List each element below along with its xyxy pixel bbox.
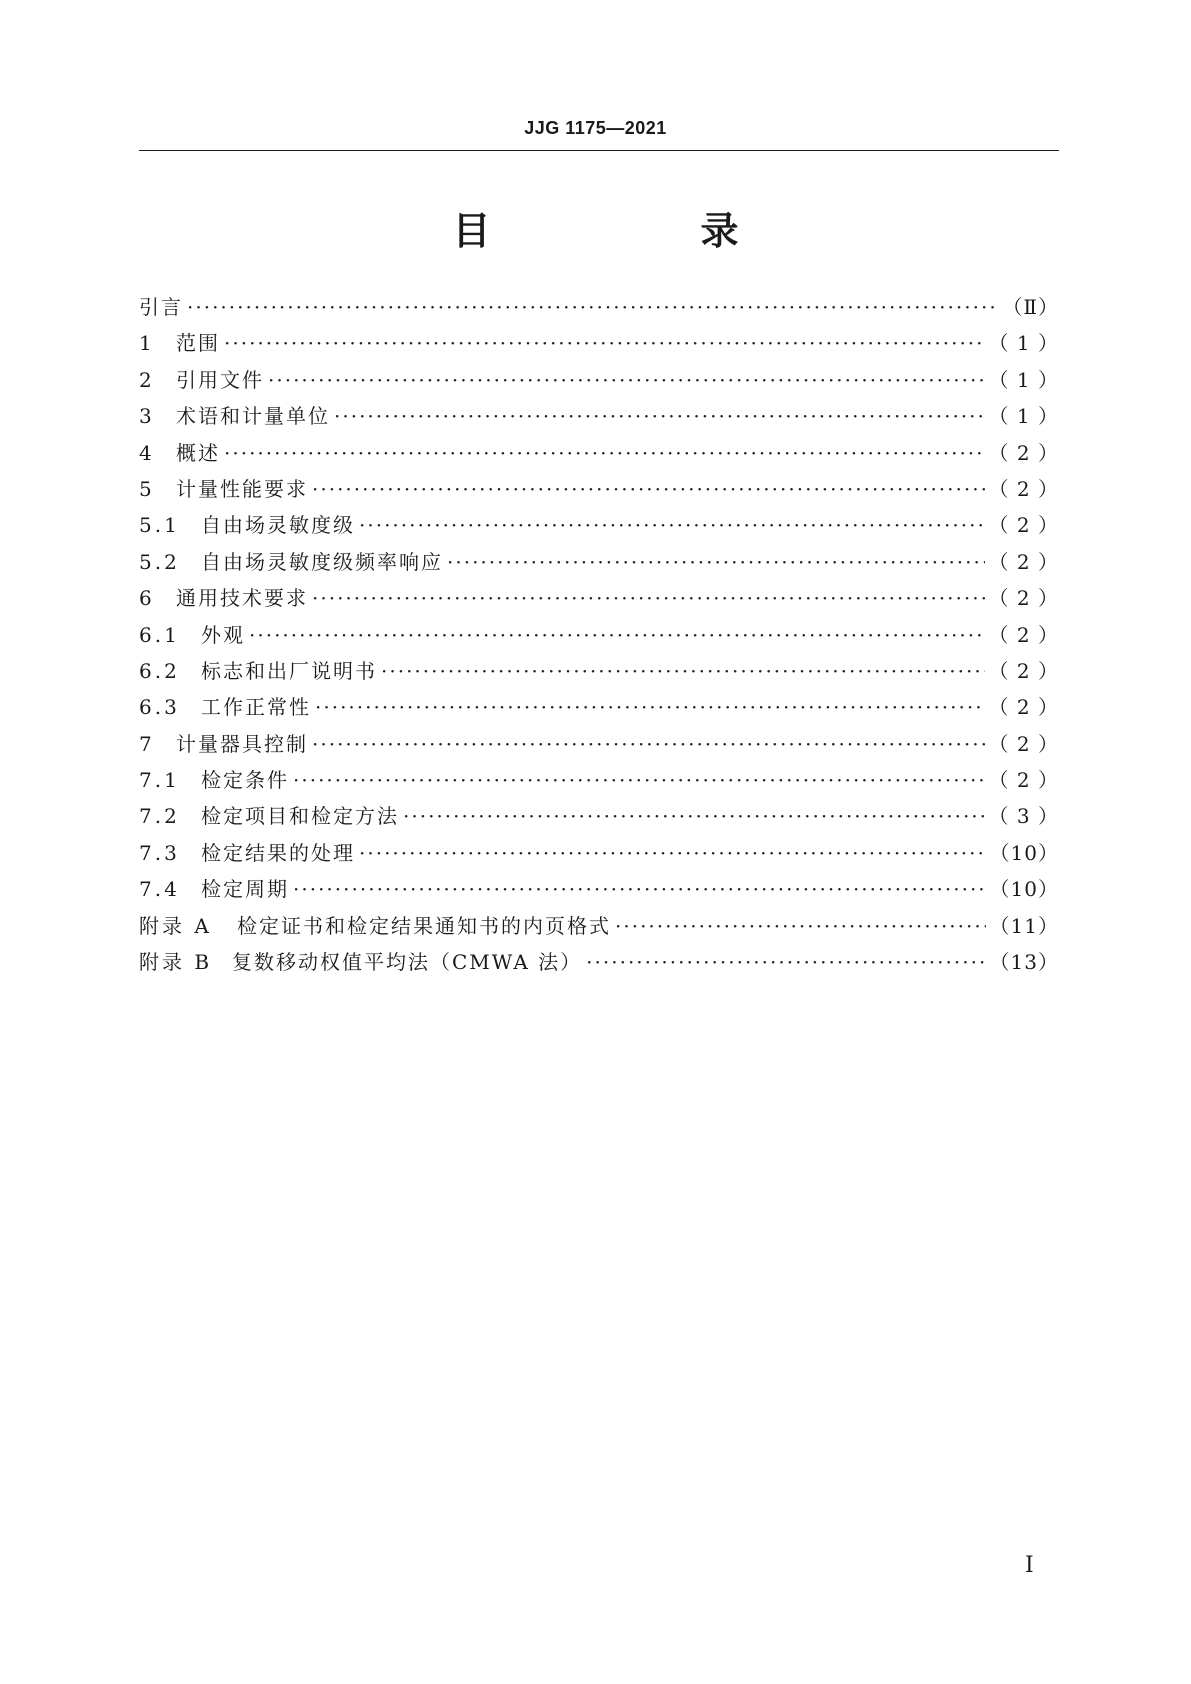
toc-dot-leader [381, 653, 985, 689]
toc-entry-page: （ 2 ） [988, 440, 1059, 465]
toc-entry-number: 5.2 [139, 549, 180, 574]
toc-entry-number: 6.1 [139, 622, 180, 647]
table-of-contents [139, 289, 1059, 980]
toc-entry-page: （ 2 ） [988, 658, 1059, 683]
toc-entry-label: 标志和出厂说明书 [201, 658, 377, 683]
header-divider [139, 150, 1059, 151]
toc-dot-leader [224, 435, 985, 471]
toc-entry[interactable] [139, 726, 1059, 762]
toc-entry-label: 计量性能要求 [176, 476, 308, 501]
toc-entry-page: （ 2 ） [988, 768, 1059, 793]
toc-dot-leader [312, 580, 985, 616]
toc-entry-label: 工作正常性 [201, 695, 311, 720]
toc-entry-number: 1 [139, 331, 155, 356]
standard-code-header: JJG 1175—2021 [524, 118, 667, 138]
toc-entry-label: 引用文件 [176, 367, 264, 392]
toc-dot-leader [615, 908, 986, 944]
toc-dot-leader [359, 835, 986, 871]
toc-dot-leader [312, 471, 985, 507]
page-number: Ⅰ [1025, 1553, 1034, 1578]
toc-entry-label: 检定周期 [201, 877, 289, 902]
toc-dot-leader [315, 689, 985, 725]
toc-entry-number: 附录 B [139, 950, 213, 975]
toc-entry-number: 7.3 [139, 840, 180, 865]
toc-entry-page: （ 2 ） [988, 731, 1059, 756]
toc-entry[interactable] [139, 362, 1059, 398]
toc-dot-leader [249, 617, 985, 653]
toc-entry-number: 6 [139, 586, 155, 611]
toc-dot-leader [268, 362, 985, 398]
toc-entry-number: 附录 A [139, 913, 212, 938]
toc-entry-number: 2 [139, 367, 155, 392]
toc-entry[interactable] [139, 580, 1059, 616]
toc-entry-page: （ 1 ） [988, 367, 1059, 392]
toc-entry-page: （ 2 ） [988, 513, 1059, 538]
toc-entry-label: 检定条件 [201, 768, 289, 793]
toc-dot-leader [293, 762, 985, 798]
toc-entry-label: 概述 [176, 440, 220, 465]
toc-dot-leader [586, 944, 985, 980]
toc-entry-page: （10） [989, 840, 1059, 865]
toc-entry[interactable] [139, 653, 1059, 689]
toc-entry-page: （ 2 ） [988, 586, 1059, 611]
toc-entry-label: 自由场灵敏度级 [201, 513, 355, 538]
toc-entry-number: 7 [139, 731, 155, 756]
toc-entry-number: 7.1 [139, 768, 180, 793]
toc-entry-number: 6.2 [139, 658, 180, 683]
toc-entry[interactable] [139, 289, 1059, 325]
toc-entry-number: 6.3 [139, 695, 180, 720]
toc-entry-label: 复数移动权值平均法（CMWA 法） [232, 950, 583, 975]
toc-entry-page: （13） [989, 950, 1059, 975]
toc-dot-leader [447, 544, 985, 580]
toc-entry[interactable] [139, 507, 1059, 543]
toc-entry-label: 检定项目和检定方法 [201, 804, 399, 829]
toc-entry[interactable] [139, 398, 1059, 434]
toc-entry[interactable] [139, 908, 1059, 944]
toc-dot-leader [187, 289, 998, 325]
toc-entry-label: 检定结果的处理 [201, 840, 355, 865]
toc-entry[interactable] [139, 871, 1059, 907]
toc-dot-leader [334, 398, 985, 434]
toc-entry[interactable] [139, 617, 1059, 653]
toc-entry[interactable] [139, 689, 1059, 725]
toc-entry-page: （11） [989, 913, 1059, 938]
toc-dot-leader [403, 798, 985, 834]
toc-entry-page: （ 2 ） [988, 549, 1059, 574]
toc-entry-page: （ 2 ） [988, 695, 1059, 720]
toc-entry-number: 7.2 [139, 804, 180, 829]
toc-entry-page: （ 1 ） [988, 404, 1059, 429]
toc-entry-number: 4 [139, 440, 155, 465]
toc-entry[interactable] [139, 944, 1059, 980]
toc-entry[interactable] [139, 835, 1059, 871]
toc-entry-page: （ 2 ） [988, 476, 1059, 501]
toc-entry-page: （ 1 ） [988, 331, 1059, 356]
toc-entry[interactable] [139, 325, 1059, 361]
toc-dot-leader [293, 871, 986, 907]
toc-dot-leader [312, 726, 985, 762]
toc-entry-page: （Ⅱ） [1002, 295, 1059, 319]
toc-entry[interactable] [139, 798, 1059, 834]
toc-entry-number: 5.1 [139, 513, 180, 538]
toc-entry-label: 范围 [176, 331, 220, 356]
toc-entry-number: 3 [139, 404, 155, 429]
toc-entry-label: 检定证书和检定结果通知书的内页格式 [237, 913, 611, 938]
toc-dot-leader [359, 507, 985, 543]
toc-entry-page: （10） [989, 877, 1059, 902]
toc-title: 目 录 [452, 209, 825, 253]
toc-entry-label: 引言 [139, 295, 183, 319]
toc-entry-page: （ 2 ） [988, 622, 1059, 647]
toc-entry-label: 通用技术要求 [176, 586, 308, 611]
toc-entry-label: 外观 [201, 622, 245, 647]
toc-entry-page: （ 3 ） [988, 804, 1059, 829]
toc-entry-label: 术语和计量单位 [176, 404, 330, 429]
toc-entry-number: 5 [139, 476, 155, 501]
toc-entry-label: 自由场灵敏度级频率响应 [201, 549, 443, 574]
toc-entry[interactable] [139, 762, 1059, 798]
toc-entry[interactable] [139, 544, 1059, 580]
toc-dot-leader [224, 325, 985, 361]
toc-entry-number: 7.4 [139, 877, 180, 902]
toc-entry[interactable] [139, 435, 1059, 471]
toc-entry-label: 计量器具控制 [176, 731, 308, 756]
toc-entry[interactable] [139, 471, 1059, 507]
